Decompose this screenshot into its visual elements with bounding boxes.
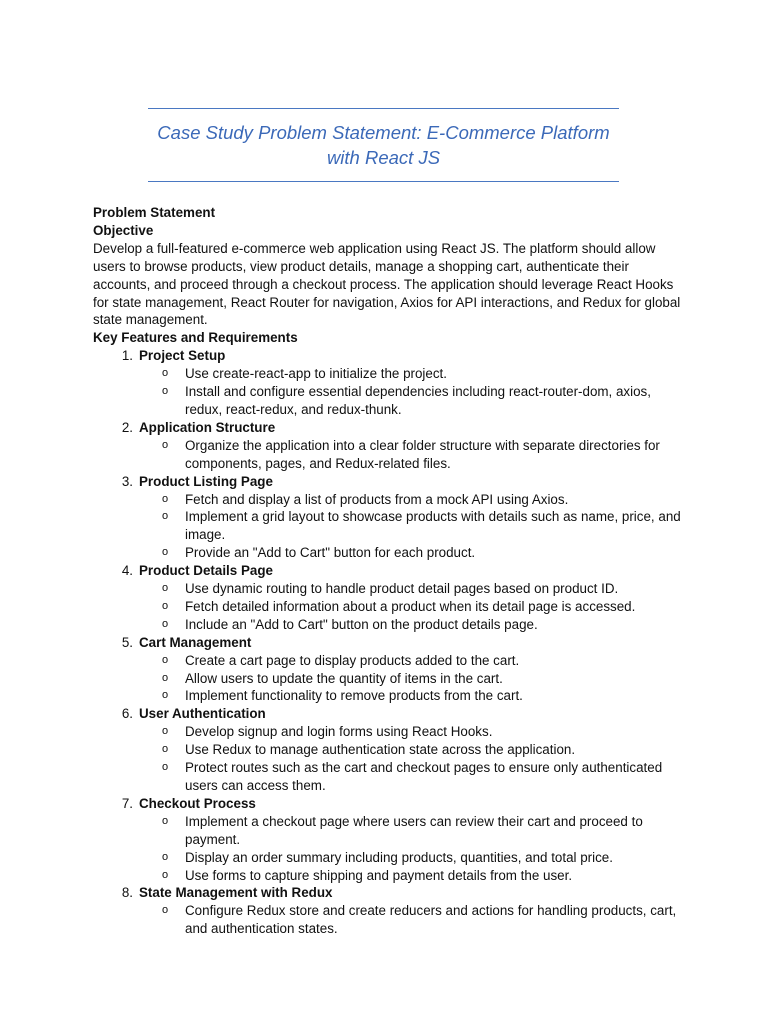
list-item-text: Fetch detailed information about a product when its detail page is accessed. [185, 598, 636, 614]
list-item-text: Install and configure essential dependencies including react-router-dom, axios, redux, react-redux, and redux-thunk. [185, 384, 651, 417]
section-number: 1. [121, 348, 133, 364]
list-item [139, 652, 683, 670]
bullet-icon: o [162, 492, 169, 505]
bullet-icon: o [162, 671, 169, 684]
list-item [139, 687, 683, 705]
bullet-icon: o [162, 510, 169, 523]
section-title: User Authentication [139, 706, 266, 722]
objective-text: Develop a full-featured e-commerce web application using React JS. The platform should allow users to browse products, view product details, manage a shopping cart, authenticate their accounts, and proceed through a checkout process. The application should leverage React Hooks for state management, React Router for navigation, Axios for API interactions, and Redux for global state management. [93, 240, 681, 328]
list-item [139, 867, 683, 885]
title-top-rule [148, 108, 619, 109]
section-number: 8. [121, 885, 133, 901]
list-item [139, 437, 683, 473]
title-line-2: with React JS [326, 146, 441, 168]
bullet-icon: o [162, 761, 169, 774]
list-item [139, 508, 683, 544]
list-item-text: Configure Redux store and create reducers and actions for handling products, cart, and authentication states. [185, 903, 677, 937]
list-item-text: Implement a grid layout to showcase products with details such as name, price, and image. [185, 509, 681, 543]
bullet-icon: o [162, 743, 169, 756]
section-title: Cart Management [139, 634, 252, 650]
section-title: Application Structure [139, 419, 276, 435]
list-item [139, 616, 683, 634]
feature-section [93, 419, 683, 473]
section-number: 7. [121, 795, 133, 811]
objective-heading: Objective [93, 222, 154, 238]
list-item-text: Implement a checkout page where users can review their cart and proceed to payment. [185, 813, 643, 847]
features-list [93, 347, 683, 938]
bullet-icon: o [162, 904, 169, 917]
list-item [139, 580, 683, 598]
title-bottom-rule [148, 181, 619, 182]
bullet-icon: o [162, 599, 169, 612]
list-item [139, 670, 683, 688]
list-item [139, 813, 683, 849]
bullet-icon: o [162, 689, 169, 702]
feature-section [93, 634, 683, 706]
section-title: Checkout Process [139, 795, 256, 811]
feature-section [93, 884, 683, 938]
list-item [139, 723, 683, 741]
bullet-icon: o [162, 438, 169, 451]
section-number: 6. [121, 706, 133, 722]
section-title: Project Setup [139, 348, 226, 364]
list-item-text: Use Redux to manage authentication state across the application. [185, 742, 576, 758]
list-item-text: Implement functionality to remove products from the cart. [185, 688, 523, 704]
feature-section [93, 705, 683, 795]
list-item-text: Allow users to update the quantity of items in the cart. [185, 670, 503, 686]
section-number: 4. [121, 563, 133, 579]
list-item [139, 383, 683, 419]
section-number: 5. [121, 634, 133, 650]
list-item-text: Display an order summary including products, quantities, and total price. [185, 849, 613, 865]
section-items [139, 652, 683, 706]
bullet-icon: o [162, 385, 169, 398]
bullet-icon: o [162, 850, 169, 863]
list-item-text: Use create-react-app to initialize the project. [185, 366, 447, 382]
bullet-icon: o [162, 725, 169, 738]
section-items [139, 813, 683, 885]
section-items [139, 437, 683, 473]
list-item-text: Use forms to capture shipping and payment details from the user. [185, 867, 573, 883]
list-item [139, 849, 683, 867]
section-items [139, 580, 683, 634]
list-item-text: Create a cart page to display products added to the cart. [185, 652, 520, 668]
section-title: Product Listing Page [139, 473, 273, 489]
list-item [139, 902, 683, 938]
list-item-text: Develop signup and login forms using React Hooks. [185, 724, 493, 740]
section-number: 3. [121, 473, 133, 489]
list-item [139, 598, 683, 616]
section-title: Product Details Page [139, 563, 273, 579]
bullet-icon: o [162, 617, 169, 630]
document-title [148, 121, 619, 170]
feature-section [93, 473, 683, 563]
features-heading: Key Features and Requirements [93, 330, 298, 346]
bullet-icon: o [162, 367, 169, 380]
list-item-text: Fetch and display a list of products from a mock API using Axios. [185, 491, 569, 507]
bullet-icon: o [162, 582, 169, 595]
list-item-text: Provide an "Add to Cart" button for each product. [185, 545, 476, 561]
bullet-icon: o [162, 868, 169, 881]
list-item [139, 544, 683, 562]
feature-section [93, 795, 683, 885]
bullet-icon: o [162, 814, 169, 827]
feature-section [93, 562, 683, 634]
list-item-text: Use dynamic routing to handle product detail pages based on product ID. [185, 581, 619, 597]
bullet-icon: o [162, 653, 169, 666]
problem-statement-heading: Problem Statement [93, 205, 216, 220]
section-items [139, 365, 683, 419]
list-item [139, 741, 683, 759]
list-item [139, 365, 683, 383]
bullet-icon: o [162, 546, 169, 559]
list-item [139, 491, 683, 509]
list-item-text: Protect routes such as the cart and checkout pages to ensure only authenticated users can access them. [185, 760, 663, 793]
feature-section [93, 347, 683, 419]
section-items [139, 491, 683, 563]
section-items [139, 723, 683, 795]
title-line-1: Case Study Problem Statement: E-Commerce Platform [157, 122, 610, 143]
section-title: State Management with Redux [139, 885, 333, 901]
section-items [139, 902, 683, 938]
list-item [139, 759, 683, 795]
list-item-text: Include an "Add to Cart" button on the product details page. [185, 616, 538, 632]
section-number: 2. [121, 419, 133, 435]
list-item-text: Organize the application into a clear folder structure with separate directories for components, pages, and Redux-related files. [185, 437, 660, 471]
document-body [93, 204, 683, 938]
